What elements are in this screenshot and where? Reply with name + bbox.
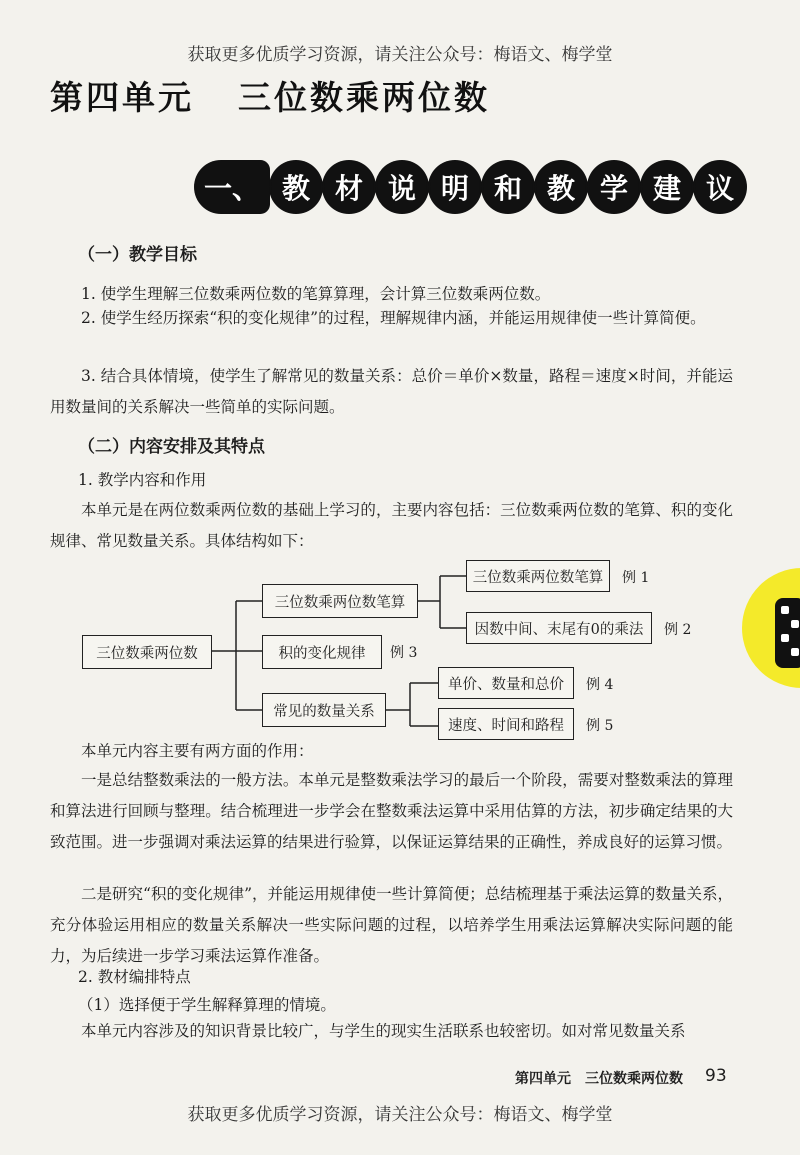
goal-item-2: 2. 使学生经历探索“积的变化规律”的过程，理解规律内涵，并能运用规律使一些计算简便。 (81, 309, 706, 327)
banner-char: 议 (695, 162, 745, 212)
diagram-branch-rule: 积的变化规律 (262, 635, 382, 669)
diagram-example-4: 例 4 (586, 677, 614, 693)
watermark-top: 获取更多优质学习资源，请关注公众号：梅语文、梅学堂 (187, 45, 613, 65)
diagram-example-1: 例 1 (622, 570, 650, 586)
diagram-root: 三位数乘两位数 (82, 635, 212, 669)
diagram-leaf-calc2: 因数中间、末尾有0的乘法 (466, 612, 652, 644)
diagram-branch-calc: 三位数乘两位数笔算 (262, 584, 418, 618)
running-footer-title: 第四单元 三位数乘两位数 (515, 1071, 683, 1087)
goal-item-3: 3. 结合具体情境，使学生了解常见的数量关系：总价＝单价×数量，路程＝速度×时间，并能运用数量间的关系解决一些简单的实际问题。 (50, 367, 733, 416)
banner-char: 学 (589, 162, 639, 212)
unit-title (50, 72, 490, 119)
role-intro: 本单元内容主要有两方面的作用： (81, 742, 314, 760)
banner-char: 和 (483, 162, 533, 212)
diagram-leaf-relations1: 单价、数量和总价 (438, 667, 574, 699)
banner-char: 建 (642, 162, 692, 212)
sticker-dot (791, 648, 799, 656)
sticker-dot (791, 620, 799, 628)
diagram-example-2: 例 2 (664, 622, 692, 638)
role-paragraph-2: 二是研究“积的变化规律”，并能运用规律使一些计算简便；总结梳理基于乘法运算的数量关系，充分体验运用相应的数量关系解决一些实际问题的过程，以培养学生用乘法运算解决实际问题的能力，为后续进一步学习乘法运算作准备。 (50, 885, 733, 965)
section-banner (196, 160, 745, 214)
feature-paragraph: 本单元内容涉及的知识背景比较广，与学生的现实生活联系也较密切。如对常见数量关系 (81, 1022, 686, 1040)
banner-char: 材 (324, 162, 374, 212)
diagram-leaf-relations2: 速度、时间和路程 (438, 708, 574, 740)
page-number: 93 (705, 1066, 727, 1086)
subheading-content: 1. 教学内容和作用 (78, 471, 207, 489)
diagram-branch-relations: 常见的数量关系 (262, 693, 386, 727)
unit-name: 三位数乘两位数 (238, 78, 490, 117)
banner-char: 明 (430, 162, 480, 212)
sticker-dot (781, 634, 789, 642)
subheading-features: 2. 教材编排特点 (78, 968, 191, 986)
diagram-example-5: 例 5 (586, 718, 614, 734)
banner-char: 一、 (196, 162, 268, 212)
banner-char: 教 (271, 162, 321, 212)
unit-label: 第四单元 (50, 78, 194, 117)
section-heading-goals: （一）教学目标 (78, 245, 197, 265)
goal-item-1: 1. 使学生理解三位数乘两位数的笔算算理，会计算三位数乘两位数。 (81, 285, 551, 303)
banner-char: 说 (377, 162, 427, 212)
diagram-leaf-calc1: 三位数乘两位数笔算 (466, 560, 610, 592)
section-heading-content: （二）内容安排及其特点 (78, 437, 265, 457)
sticker-dot (781, 606, 789, 614)
role-paragraph-1: 一是总结整数乘法的一般方法。本单元是整数乘法学习的最后一个阶段，需要对整数乘法的算理和算法进行回顾与整理。结合梳理进一步学会在整数乘法运算中采用估算的方法，初步确定结果的大致范围。进一步强调对乘法运算的结果进行验算，以保证运算结果的正确性，养成良好的运算习惯。 (50, 771, 733, 851)
structure-diagram (0, 540, 800, 750)
banner-char: 教 (536, 162, 586, 212)
intro-paragraph: 本单元是在两位数乘两位数的基础上学习的，主要内容包括：三位数乘两位数的笔算、积的变化规律、常见数量关系。具体结构如下： (50, 501, 733, 550)
sticker-black-tab (775, 598, 800, 668)
diagram-example-3: 例 3 (390, 645, 418, 661)
watermark-bottom: 获取更多优质学习资源，请关注公众号：梅语文、梅学堂 (187, 1105, 613, 1125)
feature-item-1: （1）选择便于学生解释算理的情境。 (78, 996, 336, 1014)
